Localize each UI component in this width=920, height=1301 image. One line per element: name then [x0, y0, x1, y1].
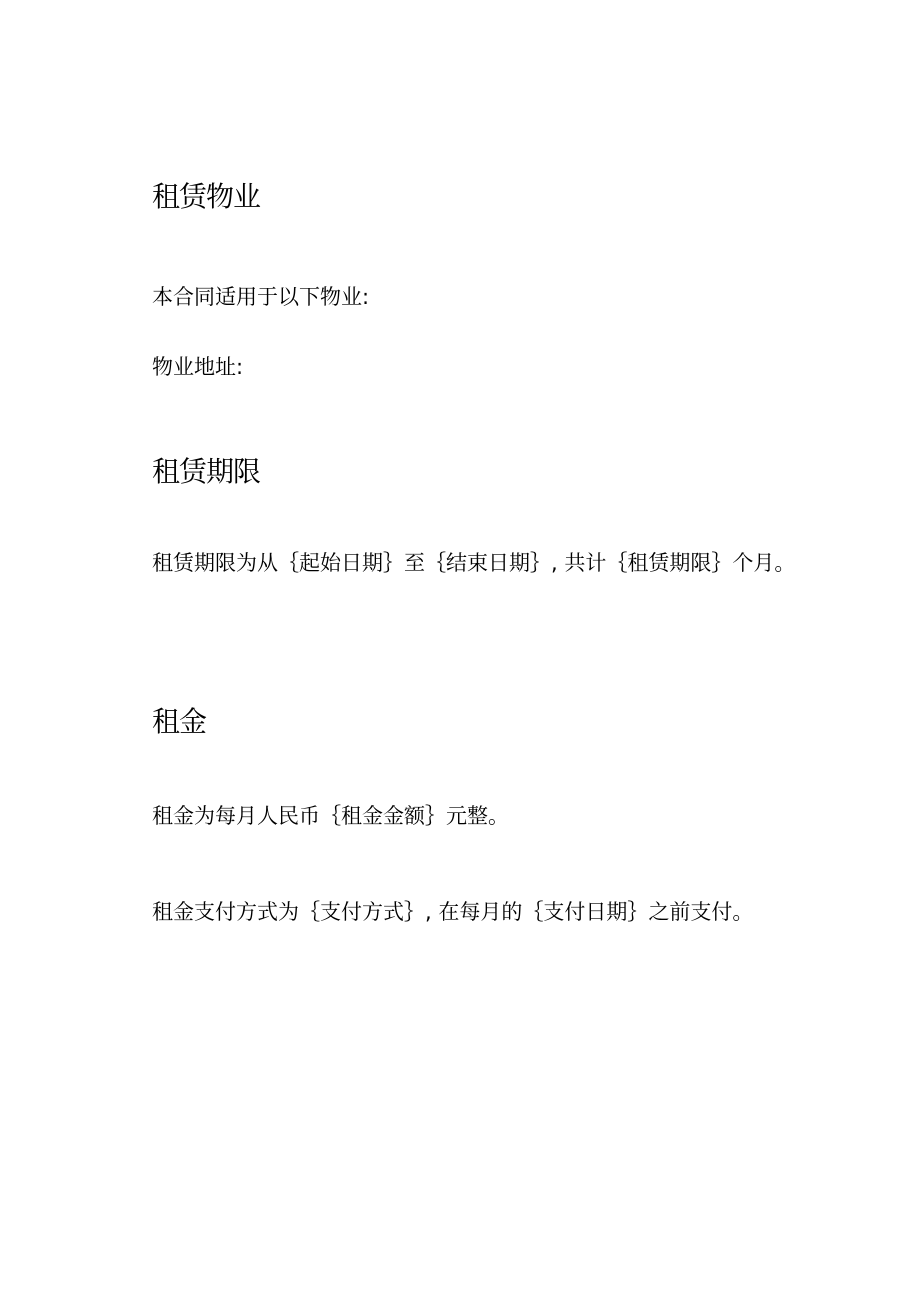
paragraph-rent-amount: 租金为每月人民币｛租金金额｝元整。: [152, 804, 509, 828]
section-heading-lease-term: 租赁期限: [152, 455, 261, 488]
paragraph-property-address: 物业地址:: [152, 355, 244, 379]
section-heading-leased-property: 租赁物业: [152, 180, 261, 213]
paragraph-applicable-property: 本合同适用于以下物业:: [152, 285, 370, 309]
section-heading-rent: 租金: [152, 705, 207, 738]
paragraph-rent-payment: 租金支付方式为｛支付方式｝, 在每月的｛支付日期｝之前支付。: [152, 900, 754, 924]
paragraph-lease-term: 租赁期限为从｛起始日期｝至｛结束日期｝, 共计｛租赁期限｝个月。: [152, 551, 796, 575]
